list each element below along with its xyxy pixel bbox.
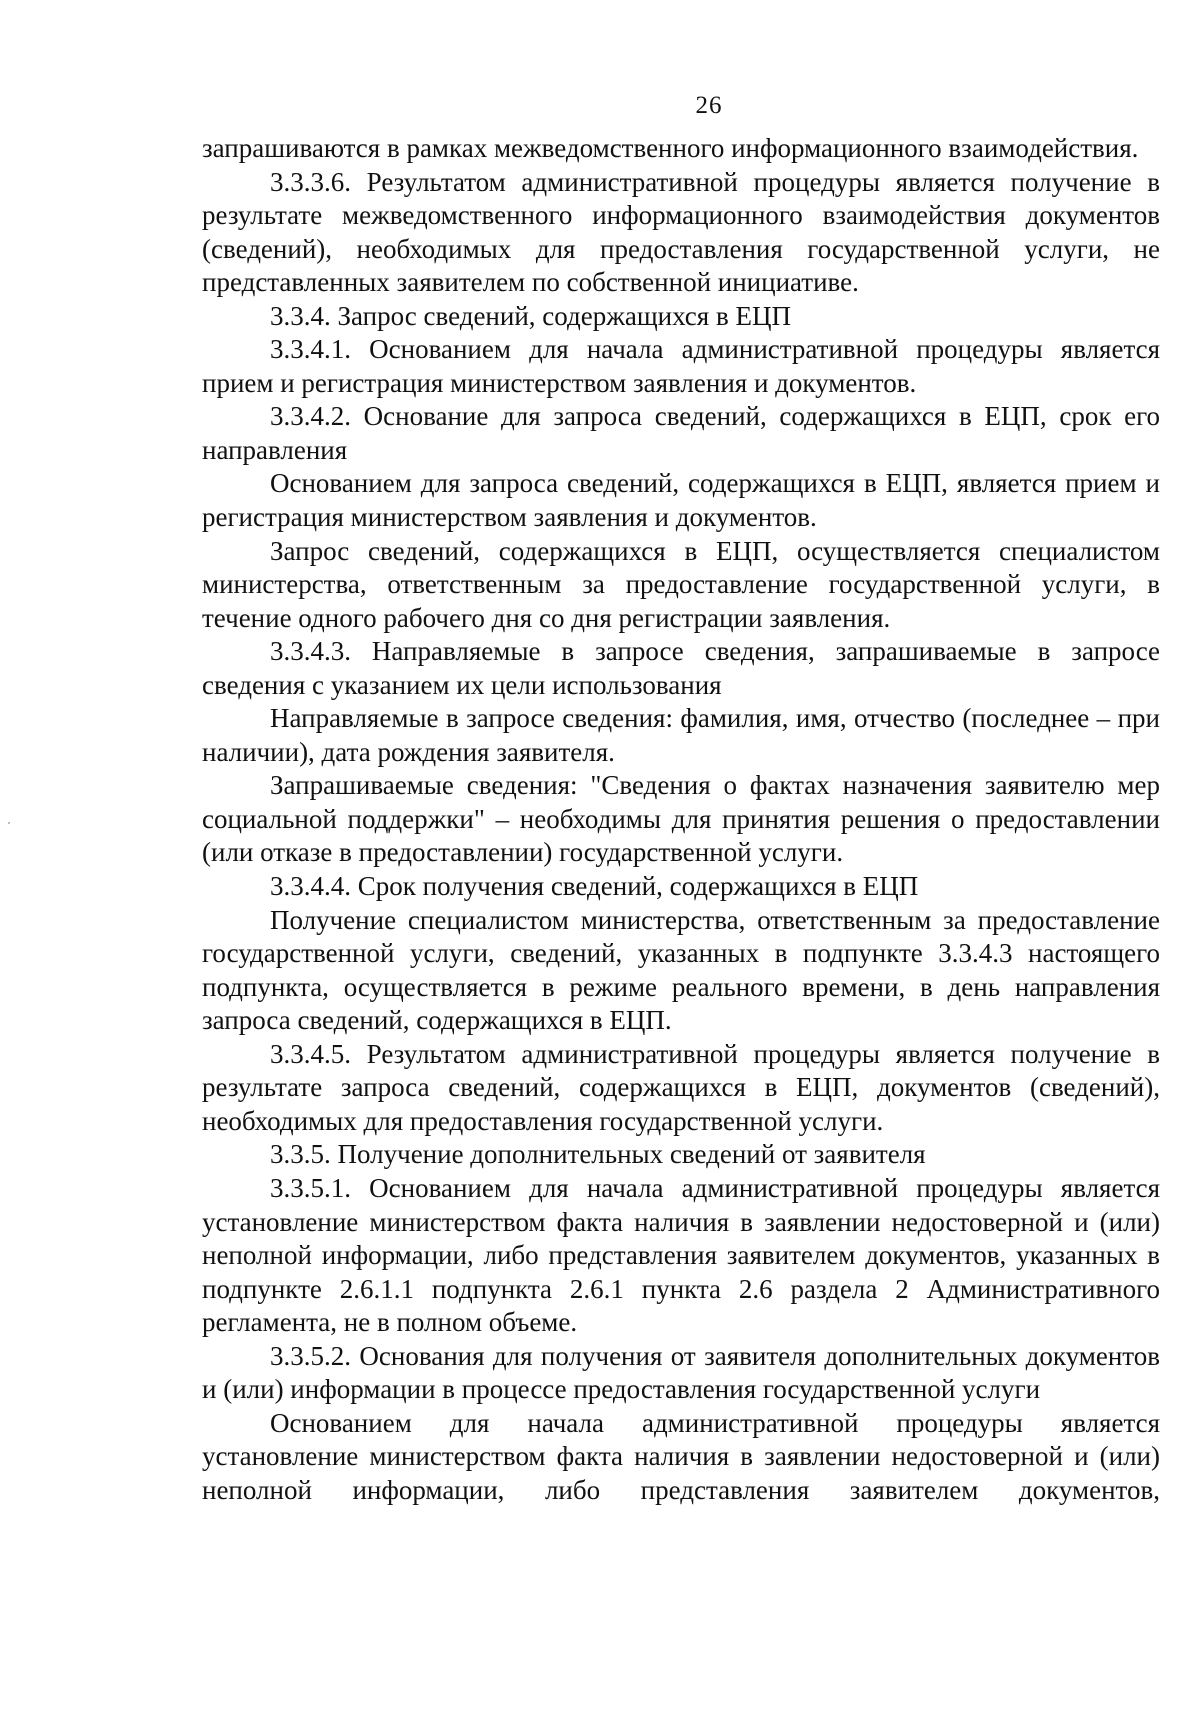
paragraph: запрашиваются в рамках межведомственного информационного взаимодействия. (202, 133, 1139, 163)
paragraph: 3.3.5.2. Основания для получения от заявителя дополнительных документов и (или) информации в процессе предоставления государственной услуги (202, 1340, 1160, 1405)
paragraph: Получение специалистом министерства, ответственным за предоставление государственной услуги, сведений, указанных в подпункте 3.3.4.3 настоящего подпункта, осуществляется в режиме реального времени, в день направления запроса сведений, содержащихся в ЕЦП. (202, 904, 1160, 1036)
paragraph: Направляемые в запросе сведения: фамилия, имя, отчество (последнее – при наличии), дата рождения заявителя. (202, 703, 1160, 767)
paragraph: 3.3.4.2. Основание для запроса сведений, содержащихся в ЕЦП, срок его направления (202, 401, 1160, 465)
document-body (202, 132, 1160, 1507)
paragraph: 3.3.4.3. Направляемые в запросе сведения, запрашиваемые в запросе сведения с указанием их цели использования (202, 636, 1160, 700)
paragraph: 3.3.3.6. Результатом административной процедуры является получение в результате межведомственного информационного взаимодействия документов (сведений), необходимых для предоставления государственной услуги, не представленных заявителем по собственной инициативе. (202, 166, 1160, 298)
paragraph: Основанием для начала административной процедуры является установление министерством факта наличия в заявлении недостоверной и (или) неполной информации, либо представления заявителем документов, (202, 1407, 1160, 1505)
paragraph: 3.3.4.4. Срок получения сведений, содержащихся в ЕЦП (270, 871, 919, 902)
paragraph: 3.3.4.1. Основанием для начала административной процедуры является прием и регистрация министерством заявления и документов. (202, 334, 1160, 398)
paragraph: 3.3.4.5. Результатом административной процедуры является получение в результате запроса сведений, содержащихся в ЕЦП, документов (сведений), необходимых для предоставления государственной услуги. (202, 1038, 1160, 1136)
paragraph: 3.3.5.1. Основанием для начала административной процедуры является установление министерством факта наличия в заявлении недостоверной и (или) неполной информации, либо представления заявителем документов, указанных в подпункте 2.6.1.1 подпункта 2.6.1 пункта 2.6 раздела 2 Административного регламента, не в полном объеме. (202, 1172, 1160, 1338)
paragraph: 3.3.4. Запрос сведений, содержащихся в ЕЦП (270, 300, 791, 331)
paragraph: 3.3.5. Получение дополнительных сведений от заявителя (270, 1139, 926, 1170)
scan-edge-mark (8, 822, 10, 824)
paragraph: Основанием для запроса сведений, содержащихся в ЕЦП, является прием и регистрация министерством заявления и документов. (202, 468, 1160, 533)
paragraph: Запрашиваемые сведения: "Сведения о фактах назначения заявителю мер социальной поддержки" – необходимы для принятия решения о предоставлении (или отказе в предоставлении) государственной услуги. (202, 770, 1160, 868)
paragraph: Запрос сведений, содержащихся в ЕЦП, осуществляется специалистом министерства, ответственным за предоставление государственной услуги, в течение одного рабочего дня со дня регистрации заявления. (202, 535, 1160, 633)
page-number: 26 (695, 92, 723, 119)
